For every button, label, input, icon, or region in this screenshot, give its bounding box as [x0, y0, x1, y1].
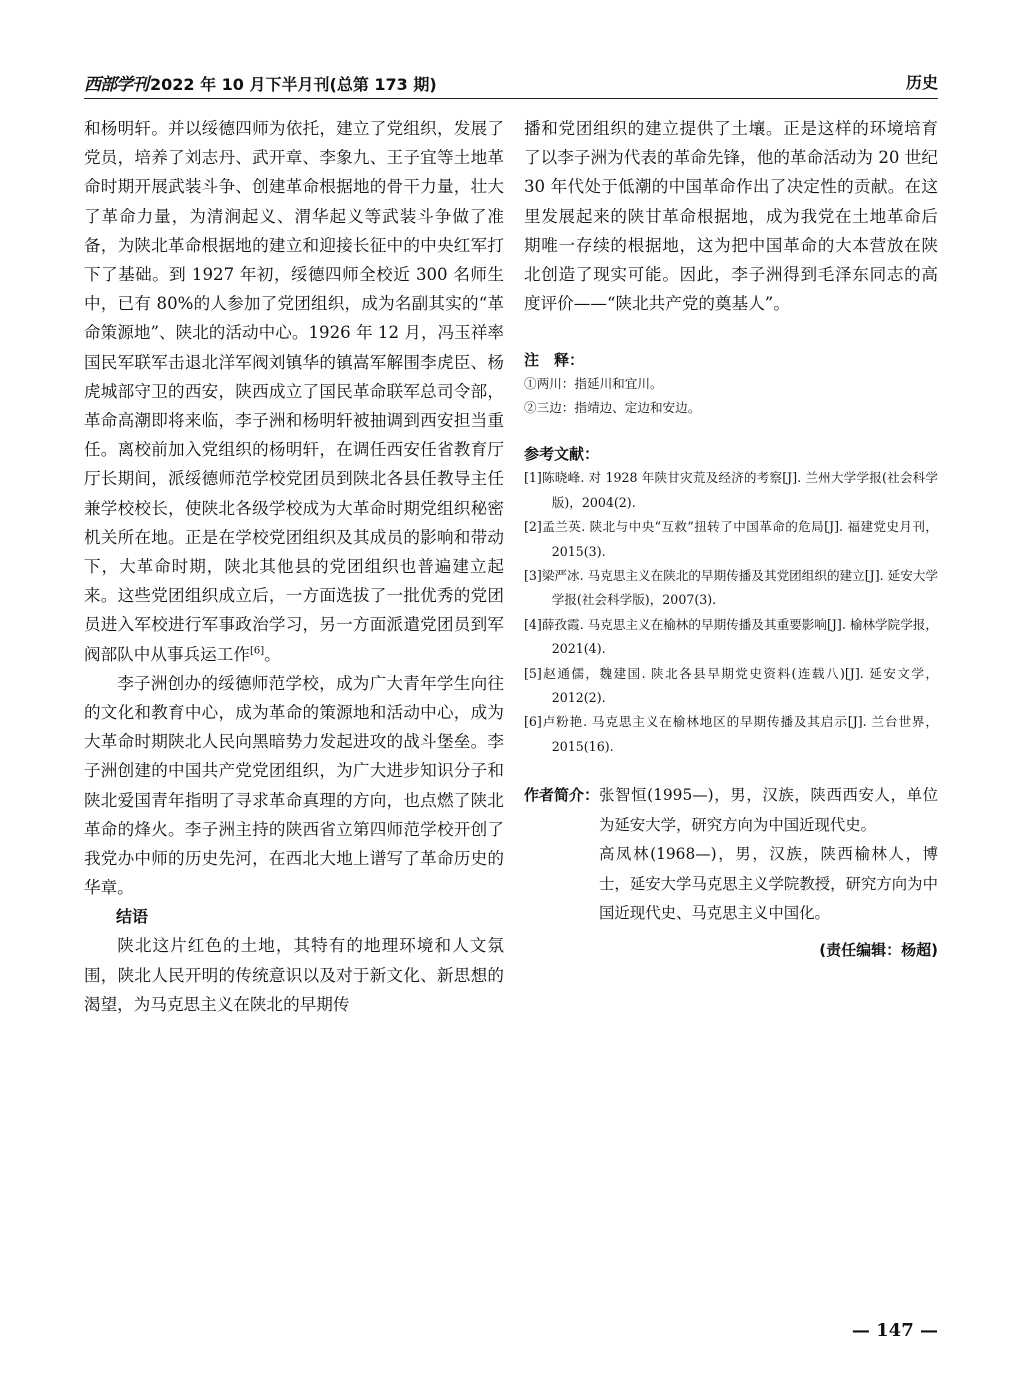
section-heading: 结语: [116, 907, 149, 927]
body-paragraph: 李子洲创办的绥德师范学校，成为广大青年学生向往的文化和教育中心，成为革命的策源地和活动中心，成为大革命时期陕北人民向黑暗势力发起进攻的战斗堡垒。李子洲创建的中国共产党党团组织，为广大进步知识分子和陕北爱国青年指明了寻求革命真理的方向，也点燃了陕北革命的烽火。李子洲主持的陕西省立第四师范学校开创了我党办中师的历史先河，在西北大地上谱写了革命历史的华章。: [84, 673, 504, 898]
reference-item: [2]孟兰英. 陕北与中央“互救”扭转了中国革命的危局[J]. 福建党史月刊，2015(3).: [524, 519, 938, 559]
paragraph-text: 和杨明轩。并以绥德四师为依托，建立了党组织，发展了党员，培养了刘志丹、武开章、李象九、王子宜等土地革命时期开展武装斗争、创建革命根据地的骨干力量，壮大了革命力量，为清涧起义、渭华起义等武装斗争做了准备，为陕北革命根据地的建立和迎接长征中的中央红军打下了基础。到 1927 年初，绥德四师全校近 300 名师生中，已有 80%的人参加了党团组织，成为名副其实的“革命策源地”、陕北的活动中心。1926 年 12 月，冯玉祥率国民军联军击退北洋军阀刘镇华的镇嵩军解围李虎臣、杨虎城部守卫的西安，陕西成立了国民革命联军总司令部，革命高潮即将来临，李子洲和杨明轩被抽调到西安担当重任。离校前加入党组织的杨明轩，在调任西安任省教育厅厅长期间，派绥德师范学校党团员到陕北各县任教导主任兼学校校长，使陕北各级学校成为大革命时期党组织秘密机关所在地。正是在学校党团组织及其成员的影响和带动下，大革命时期，陕北其他县的党团组织也普遍建立起来。这些党团组织成立后，一方面选拔了一批优秀的党团员进入军校进行军事政治学习，另一方面派遣党团员到军阀部队中从事兵运工作: [84, 119, 504, 664]
reference-item: [3]梁严冰. 马克思主义在陕北的早期传播及其党团组织的建立[J]. 延安大学学报(社会科学版)，2007(3).: [524, 568, 938, 608]
right-column: [524, 114, 938, 962]
journal-info: [84, 70, 437, 95]
citation-marker: [6]: [249, 645, 265, 657]
author-info: [524, 781, 938, 928]
page-header: [84, 70, 938, 99]
author-bio: 张智恒(1995—)，男，汉族，陕西西安人，单位为延安大学，研究方向为中国近现代史。: [599, 786, 938, 834]
author-bio: 高凤林(1968—)，男，汉族，陕西榆林人，博士，延安大学马克思主义学院教授，研究方向为中国近现代史、马克思主义中国化。: [599, 845, 938, 922]
body-paragraph: [84, 114, 504, 669]
reference-item: [1]陈晓峰. 对 1928 年陕甘灾荒及经济的考察[J]. 兰州大学学报(社会科学版)，2004(2).: [524, 470, 938, 510]
page-number: — 147 —: [851, 1320, 938, 1341]
body-paragraph: 陕北这片红色的土地，其特有的地理环境和人文氛围，陕北人民开明的传统意识以及对于新文化、新思想的渴望，为马克思主义在陕北的早期传: [84, 936, 504, 1014]
notes-title: 注 释：: [524, 351, 585, 370]
paragraph-end: 。: [264, 644, 281, 664]
responsible-editor: (责任编辑：杨超): [819, 941, 938, 960]
references-title: 参考文献：: [524, 445, 600, 464]
journal-logo: 西部学刊: [84, 75, 148, 95]
references-section: [524, 442, 938, 759]
journal-issue: 2022 年 10 月下半月刊(总第 173 期): [150, 75, 437, 94]
reference-item: [4]薛孜霞. 马克思主义在榆林的早期传播及其重要影响[J]. 榆林学院学报，2021(4).: [524, 616, 938, 657]
author-label: 作者简介：: [524, 786, 600, 805]
reference-item: [6]卢粉艳. 马克思主义在榆林地区的早期传播及其启示[J]. 兰台世界，2015(16).: [524, 714, 938, 754]
author-list: [599, 781, 938, 928]
note-item: ①两川：指延川和宜川。: [524, 376, 663, 392]
body-paragraph: 播和党团组织的建立提供了土壤。正是这样的环境培育了以李子洲为代表的革命先锋，他的革命活动为 20 世纪 30 年代处于低潮的中国革命作出了决定性的贡献。在这里发展起来的陕甘革命根据地，成为我党在土地革命后期唯一存续的根据地，这为把中国革命的大本营放在陕北创造了现实可能。因此，李子洲得到毛泽东同志的高度评价——“陕北共产党的奠基人”。: [524, 119, 938, 314]
section-label: 历史: [905, 73, 938, 92]
notes-section: [524, 348, 938, 420]
left-column: [84, 114, 504, 1019]
reference-item: [5]赵通儒，魏建国. 陕北各县早期党史资料(连载八)[J]. 延安文学，2012(2).: [524, 665, 938, 706]
note-item: ②三边：指靖边、定边和安边。: [524, 400, 701, 416]
